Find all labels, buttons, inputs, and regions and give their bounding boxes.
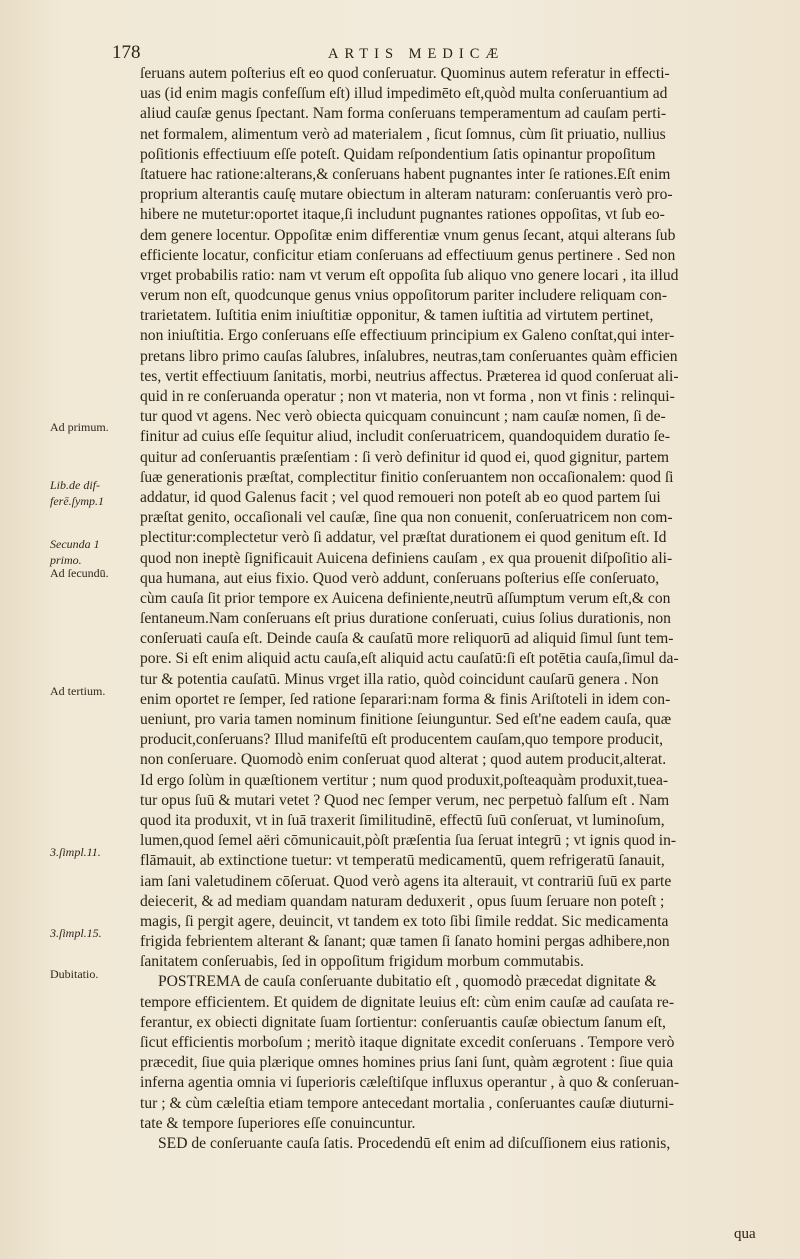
page-number: 178	[112, 42, 141, 63]
text-line: pretans libro primo cauſas ſalubres, inſalubres, neutras,tam conſeruantes quàm efficien	[140, 347, 678, 365]
text-line: iam ſani valetudinem cōſeruat. Quod verò agens ita alterauit, vt contrariū ſuū ex parte	[140, 872, 672, 890]
text-line: frigida febrientem alterant & ſanant; quæ tamen ſi ſanato homini pergas adhibere,non	[140, 933, 670, 951]
text-line: proprium alterantis cauſę mutare obiectum in alteram naturam: conſeruantis verò pro-	[140, 186, 673, 204]
text-line: vrget probabilis ratio: nam vt verum eſt oppoſita ſub aliquo vno genere locari , ita illud	[140, 266, 679, 284]
text-line: magis, ſi pergit agere, deuincit, vt tandem ex toto ſibi ſimile reddat. Sic medicamenta	[140, 912, 669, 930]
text-line: cùm cauſa ſit prior tempore ex Auicena definiente,neutrū aſſumptum verum eſt,& con	[140, 589, 671, 607]
running-title: ARTIS MEDICÆ	[328, 46, 505, 62]
margin-note: ferē.ſymp.1	[50, 494, 104, 508]
text-line: SED de conſeruante cauſa ſatis. Procedendū eſt enim ad diſcuſſionem eius rationis,	[158, 1134, 671, 1152]
text-line: ſanitatem conſeruabis, ſed in oppoſitum frigidum morbum commutabis.	[140, 953, 584, 971]
text-line: uas (id enim magis confeſſum eſt) illud impedimēto eſt,quòd multa conſeruantium ad	[140, 85, 668, 103]
text-line: Id ergo ſolùm in quæſtionem vertitur ; num quod produxit,poſteaquàm produxit,tuea-	[140, 771, 669, 789]
text-line: aliud cauſæ genus ſpectant. Nam forma conſeruans temperamentum ad cauſam perti-	[140, 105, 667, 123]
text-line: pore. Si eſt enim aliquid actu cauſa,eſt aliquid actu cauſatū:ſi eſt potētia cauſa,ſimul da-	[140, 650, 679, 668]
text-line: finitur ad cuius eſſe ſequitur aliud, includit conſeruatricem, quandoquidem duratio ſe-	[140, 428, 671, 446]
text-line: lumen,quod ſemel aëri cōmunicauit,pòſt præſentia ſua ſeruat integrū ; vt ignis quod in-	[140, 832, 677, 850]
text-line: quitur ad conſeruantis præſentiam : ſi verò definitur id quod ei, quod gignitur, partem	[140, 448, 670, 466]
text-line: trarietatem. Iuſtitia enim iniuſtitiæ opponitur, & tamen iuſtitia ad virtutem pertinet,	[140, 307, 654, 325]
margin-note: Ad tertium.	[50, 684, 106, 698]
page-header	[112, 40, 772, 66]
text-line: quid in re conſeruanda operatur ; non vt materia, non vt forma , non vt finis : relinqui-	[140, 388, 675, 405]
margin-notes	[50, 60, 142, 1240]
text-line: tes, vertit effectiuum ſanitatis, morbi, neutrius affectus. Præterea id quod conſeruat ali-	[140, 367, 679, 385]
text-line: POSTREMA de cauſa conſeruante dubitatio eſt , quomodò præcedat dignitate &	[158, 973, 657, 991]
text-line: ſuæ generationis præſtat, complectitur finitio conſeruantem non occaſionalem: quod ſi	[140, 468, 674, 486]
text-line: tur quod vt agens. Nec verò obiecta quicquam conuincunt ; nam cauſæ nomen, ſi de-	[140, 408, 666, 426]
text-line: plectitur:complectetur verò ſi addatur, vel præſtat durationem ei quod genitum eſt. Id	[140, 529, 667, 547]
text-line: inferna agentia omnia vi ſuperioris cæleſtiſque influxus operantur , à quo & conſeruan-	[140, 1074, 680, 1092]
text-line: ſentaneum.Nam conſeruans eſt prius duratione conſeruati, cuius ſolius durationis, non	[140, 610, 671, 628]
text-line: ferantur, ex obiecti dignitate ſuam ſortientur: conſeruantis cauſæ obiectum ſanum eſt,	[140, 1013, 666, 1031]
text-line: ueniunt, pro varia tamen nominum finitione ſeiunguntur. Sed eſt'ne eadem cauſa, quæ	[140, 711, 672, 728]
text-line: tate & tempore ſuperiores eſſe conuincuntur.	[140, 1114, 416, 1132]
text-line: non conſeruare. Quomodò enim conſeruat quod alterat ; quod autem producit,alterat.	[140, 751, 667, 769]
text-line: quod non ineptè ſignificauit Auicena definiens cauſam , ex qua prouenit diſpoſitio ali-	[140, 549, 673, 567]
text-line: conſeruati cauſa eſt. Deinde cauſa & cauſatū more reliquorū ad aliquid ſimul ſunt tem-	[140, 630, 674, 648]
margin-note: primo.	[50, 553, 82, 567]
text-line: addatur, id quod Galenus facit ; vel quod remoueri non poteſt ab eo quod partem ſui	[140, 488, 661, 506]
margin-note: Ad primum.	[50, 420, 109, 434]
text-line: tur opus ſuū & mutari vetet ? Quod nec ſemper verum, nec perpetuò falſum eſt . Nam	[140, 791, 670, 809]
text-line: poſitionis effectiuum eſſe poteſt. Quidam reſpondentium ſatis opinantur propoſitum	[140, 145, 656, 163]
text-line: tur & potentia cauſatū. Minus vrget illa ratio, quòd coincidunt cauſarū genera . Non	[140, 670, 659, 688]
margin-note: 3.ſimpl.15.	[50, 926, 102, 940]
text-line: deiecerit, & ad mediam quandam naturam deduxerit , opus ſuum ſeruare non poteſt ;	[140, 892, 665, 910]
text-line: ſeruans autem poſterius eſt eo quod conſeruatur. Quominus autem referatur in effecti-	[140, 65, 670, 82]
text-line: præcedit, ſiue quia plærique omnes homines prius ſani ſunt, quàm ægrotent : ſiue quia	[140, 1054, 674, 1072]
text-line: ſicut efficientis morboſum ; meritò itaque dignitate excedit conſeruans . Tempore verò	[140, 1034, 675, 1051]
text-line: tur ; & cùm cæleſtia etiam tempore antecedant mortalia , conſeruantes cauſæ diuturni-	[140, 1094, 674, 1112]
text-line: hibere ne mutetur:oportet itaque,ſi includunt pugnantes rationes oppoſitas, vt ſub eo-	[140, 206, 665, 224]
text-line: net formalem, alimentum verò ad materialem , ſicut ſomnus, cùm ſit priuatio, nullius	[140, 125, 666, 143]
margin-note: Ad ſecundū.	[50, 566, 109, 580]
catchword: qua	[734, 1226, 756, 1242]
text-line: quod ita produxit, vt in ſuā traxerit ſimilitudinē, effectū ſuū conſeruat, vt luminoſum,	[140, 811, 665, 829]
text-line: qua humana, aut eius fixio. Quod verò addunt, conſeruans poſterius eſſe conſeruato,	[140, 569, 660, 587]
text-line: dem genere locentur. Oppoſitæ enim differentiæ vnum genus ſecant, atqui alterans ſub	[140, 226, 676, 244]
text-line: producit,conſeruans? Illud manifeſtū eſt producentem cauſam,quo tempore producit,	[140, 731, 664, 749]
margin-note: 3.ſimpl.11.	[50, 845, 101, 859]
margin-note: Dubitatio.	[50, 967, 99, 981]
text-line: enim oportet re ſemper, ſed ratione ſeparari:nam forma & finis Ariſtoteli in idem con-	[140, 690, 671, 708]
text-line: flāmauit, ab extinctione tuetur: vt temperatū medicamentū, quem refrigeratū ſanauit,	[140, 852, 665, 870]
text-line: præſtat genito, occaſionali vel cauſæ, ſine qua non conuenit, conſeruatricem non com-	[140, 509, 673, 527]
body-text	[140, 64, 772, 1154]
text-line: non iniuſtitia. Ergo conſeruans eſſe effectiuum principium ex Galeno conſtat,qui inter-	[140, 327, 675, 345]
text-line: tempore efficientem. Et quidem de dignitate leuius eſt: cùm enim cauſæ ad cauſata re-	[140, 993, 675, 1011]
margin-note: Secunda 1	[50, 537, 100, 551]
margin-note: Lib.de dif-	[50, 478, 100, 492]
text-line: ſtatuere hac ratione:alterans,& conſeruans habent pugnantes inter ſe rationes.Eſt enim	[140, 165, 671, 183]
text-line: efficiente locatur, conficitur etiam conſeruans ad effectiuum genus pertinere . Sed non	[140, 246, 676, 264]
text-line: verum non eſt, quodcunque genus vnius oppoſitorum pariter includere reliquam con-	[140, 287, 668, 305]
